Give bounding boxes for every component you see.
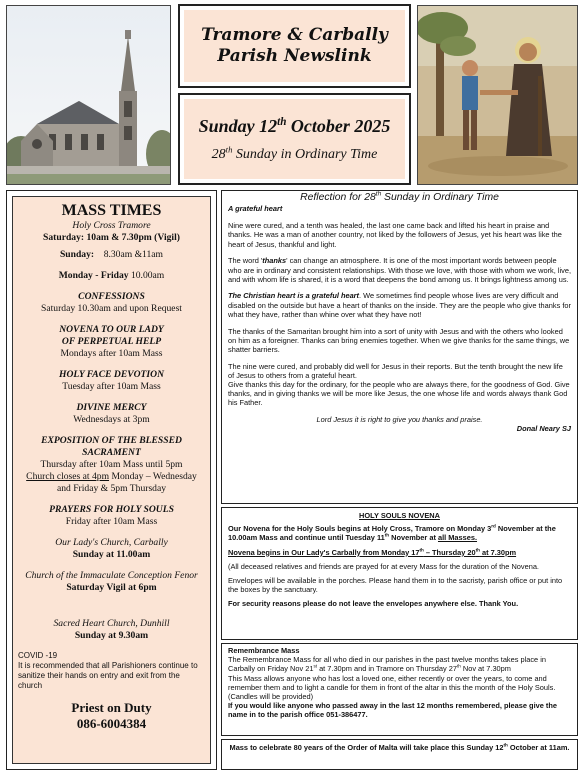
mass-times-title: MASS TIMES	[61, 202, 162, 219]
novena-notice-tramore: Our Novena for the Holy Souls begins at Holy Cross, Tramore on Monday 3rd November at the 10.00am Mass and continue until Tuesday 11th November at all Masses.	[228, 523, 556, 543]
painting-illustration	[418, 6, 578, 185]
carbally-church-name: Our Lady's Church, Carbally	[55, 537, 168, 548]
saturday-times: Saturday: 10am & 7.30pm (Vigil)	[43, 232, 180, 243]
order-of-malta-notice: Mass to celebrate 80 years of the Order of Malta will take place this Sunday 12th October at 11am.	[229, 742, 570, 752]
reflection-box	[221, 190, 578, 504]
newsletter-title-panel	[184, 10, 405, 82]
weekday-times: Monday - Friday 10.00am	[58, 270, 165, 281]
divine-mercy-title: DIVINE MERCY	[76, 402, 147, 413]
reflection-paragraph-3: The Christian heart is a grateful heart. We sometimes find people whose lives are very difficult and disabled on the outside but have a heart of thanks on the inside. They are the people who give thanks for what they have, rather than whine over what they have not!	[228, 291, 571, 319]
priest-on-duty-phone: 086-6004384	[76, 716, 147, 731]
date-box	[178, 93, 411, 185]
divine-mercy-text: Wednesdays at 3pm	[73, 414, 150, 425]
exposition-text-line1: Thursday after 10am Mass until 5pm	[40, 459, 183, 470]
dunhill-mass-time: Sunday at 9.30am	[74, 630, 149, 641]
remembrance-title: Remembrance Mass	[228, 646, 300, 655]
reflection-paragraph-5a: The nine were cured, and probably did well for Jesus in their reports. But the tenth brought the new life of Jesus to others from a grateful heart.	[228, 361, 563, 380]
remembrance-mass-box	[221, 643, 578, 736]
reflection-paragraph-2: The word 'thanks' can change an atmosphere. It is one of the most important words between people who are in ordinary and consistent relationships. With those we love, with those with whom we work, live, and with whom life is shared, it is a word that deepens the bond among us. It brings lightness among us.	[228, 256, 572, 284]
church-photo	[6, 5, 171, 185]
newsletter-name: Parish Newslink	[217, 46, 372, 66]
reflection-paragraph-4: The thanks of the Samaritan brought him into a sort of unity with Jesus and with the others who looked on him as a foreigner. Thanks can bring enemies together. When we give thanks for the same things, we shatter barriers.	[228, 326, 570, 354]
novena-title-line2: OF PERPETUAL HELP	[61, 336, 162, 347]
newsletter-title-box	[178, 4, 411, 88]
sunday-times: Sunday: 8.30am &11am	[59, 249, 164, 260]
reflection-author: Donal Neary SJ	[516, 424, 571, 434]
covid-text: It is recommended that all Parishioners continue to sanitize their hands on entry and exit from the church	[18, 661, 198, 690]
date-panel	[184, 99, 405, 179]
liturgical-sunday: 28th Sunday in Ordinary Time	[211, 143, 378, 162]
reflection-title: Reflection for 28th Sunday in Ordinary Time	[300, 190, 499, 203]
exposition-title-line1: EXPOSITION OF THE BLESSED	[41, 435, 182, 446]
reflection-quote: Lord Jesus it is right to give you thanks and praise.	[316, 415, 483, 425]
holy-face-text: Tuesday after 10am Mass	[62, 381, 161, 392]
parish-name: Tramore & Carbally	[201, 25, 388, 45]
reflection-paragraph-1: Nine were cured, and a tenth was healed, the last one came back and lifted his heart in praise and thanks. He was a man of another country, not liked by the followers of Jesus, yet his heart was like the heart of Jesus, thankful and light.	[228, 221, 562, 249]
confessions-text: Saturday 10.30am and upon Request	[41, 303, 182, 314]
priest-on-duty-title: Priest on Duty	[71, 700, 152, 715]
reflection-paragraph-5b: Give thanks this day for the ordinary, for the people who are always there, for the goodness of God. Give thanks, and in giving thanks we will be more like Jesus, the one whose life and words always thank God his Father.	[228, 380, 570, 408]
covid-title: COVID -19	[18, 651, 58, 660]
exposition-text-line2: Church closes at 4pm Monday – Wednesday	[26, 471, 197, 482]
remembrance-description: This Mass allows anyone who has lost a loved one, either recently or over the years, to come and remember them and to light a candle for them in front of the altar in this the month of the Holy Souls. (Candles will be provided)	[228, 673, 556, 702]
church-illustration	[7, 6, 171, 185]
novena-notice-title: HOLY SOULS NOVENA	[359, 511, 440, 520]
mass-times-box	[6, 190, 217, 770]
remembrance-names-request: If you would like anyone who passed away in the last 12 months remembered, please give the name in to the parish office 051-386477.	[228, 701, 557, 720]
dunhill-church-name: Sacred Heart Church, Dunhill	[53, 618, 170, 629]
novena-notice-security: For security reasons please do not leave the envelopes anywhere else. Thank You.	[228, 599, 519, 609]
novena-title-line1: NOVENA TO OUR LADY	[59, 324, 164, 335]
novena-notice-carbally: Novena begins in Our Lady's Carbally from Monday 17th – Thursday 20th at 7.30pm	[228, 547, 517, 557]
holy-souls-novena-box	[221, 507, 578, 640]
novena-notice-deceased: (All deceased relatives and friends are prayed for at every Mass for the duration of the Novena.	[228, 561, 539, 571]
prayers-text: Friday after 10am Mass	[65, 516, 158, 527]
holy-face-title: HOLY FACE DEVOTION	[58, 369, 164, 380]
fenor-church-name: Church of the Immaculate Conception Fenor	[25, 570, 198, 581]
novena-notice-envelopes: Envelopes will be available in the porches. Please hand them in to the sacristy, parish office or put into the boxes by the sanctuary.	[228, 576, 563, 595]
exposition-text-line3: and Friday & 5pm Thursday	[56, 483, 167, 494]
saint-painting	[417, 5, 578, 185]
issue-date: Sunday 12th October 2025	[198, 115, 391, 136]
fenor-mass-time: Saturday Vigil at 6pm	[66, 582, 157, 593]
mass-times-panel	[12, 196, 211, 764]
confessions-title: CONFESSIONS	[78, 291, 145, 302]
remembrance-dates: The Remembrance Mass for all who died in our parishes in the past twelve months takes place in Carbally on Friday Nov 21st at 7.30pm and in Tramore on Thursday 27th Nov at 7.30pm	[228, 655, 546, 674]
exposition-title-line2: SACRAMENT	[82, 447, 141, 458]
reflection-subtitle: A grateful heart	[228, 204, 283, 213]
church-holy-cross: Holy Cross Tramore	[72, 220, 151, 231]
carbally-mass-time: Sunday at 11.00am	[72, 549, 151, 560]
novena-text: Mondays after 10am Mass	[60, 348, 163, 359]
prayers-title: PRAYERS FOR HOLY SOULS	[49, 504, 174, 515]
order-of-malta-box	[221, 739, 578, 770]
